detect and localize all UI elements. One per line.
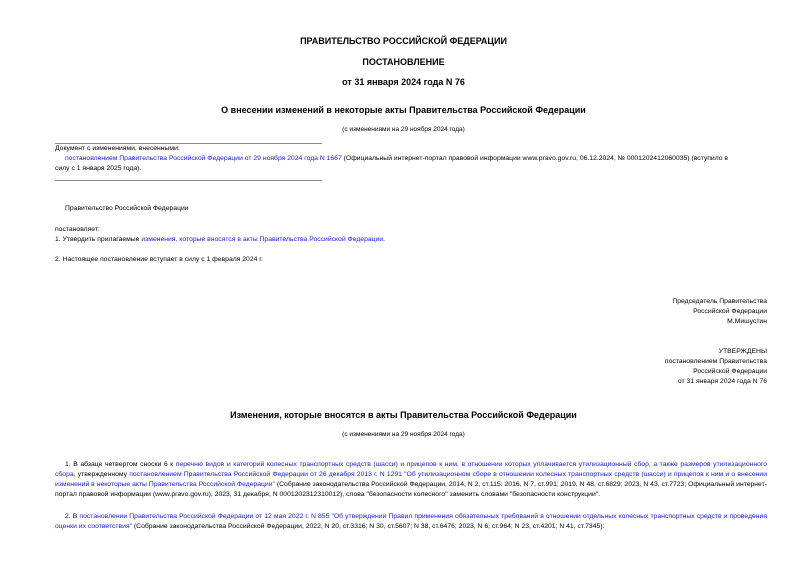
issuer-text: Правительство Российской Федерации — [65, 205, 189, 212]
approved-line-2: постановлением Правительства — [664, 358, 767, 365]
decree-855-link[interactable]: постановлении Правительства Российской Федерации от 12 мая 2022 г. N 855 "Об утверждении Правил применения обязательных требований в отношении отдельных колесных транспортных средств и проведения оценки их соответствия" — [55, 513, 767, 530]
p2-text-b: (Собрание законодательства Российской Федерации, 2022, N 20, ст.3316; N 30, ст.5607; N 38, ст.6476; 2023, N 6, ст.964; N 23, ст.4201; N 41, ст.7345): — [132, 523, 605, 530]
p1-text-c: (Собрание законодательства Российской Федерации, 2014, N 2, ст.115; 2016, N 7, ст.991; 2019, N 48, ст.6829; 2023, N 43, ст.7723; Официальный интернет-портал правовой информации (www.pravo.gov.ru), 2023, 31 декабря, N 0001202312310012), слова "безопасности колесного" заменить словами "безопасности конструкции". — [55, 481, 767, 498]
appendix-title: Изменения, которые вносятся в акты Правительства Российской Федерации — [230, 410, 577, 420]
document-date-number: от 31 января 2024 года N 76 — [342, 77, 465, 87]
appendix-edition-note: (с изменениями на 29 ноября 2024 года) — [342, 431, 465, 438]
document-title: О внесении изменений в некоторые акты Правительства Российской Федерации — [221, 105, 586, 115]
approved-changes-link[interactable]: изменения, которые вносятся в акты Правительства Российской Федерации — [141, 236, 384, 243]
p1-text-a: 1. В абзаце четвертом сноски 6 к — [65, 461, 176, 468]
edition-note: (с изменениями на 29 ноября 2024 года) — [342, 126, 465, 133]
bottom-divider — [55, 180, 322, 181]
approved-heading: УТВЕРЖДЕНЫ — [718, 348, 767, 355]
decree-text: постановляет: — [55, 226, 100, 233]
item-2: 2. Настоящее постановление вступает в силу с 1 февраля 2024 г. — [55, 256, 263, 263]
appendix-paragraph-2 — [55, 512, 767, 532]
p1-text-b: , утвержденному — [73, 471, 130, 478]
changes-intro: Документ с изменениями, внесенными: — [55, 145, 180, 152]
item-1-prefix: 1. Утвердить прилагаемые — [55, 236, 142, 243]
p2-text-a: 2. В — [65, 513, 80, 520]
appendix-paragraph-1 — [55, 460, 767, 500]
item-1-suffix: . — [383, 236, 386, 243]
signature-org: Российской Федерации — [693, 308, 767, 315]
approved-line-3: Российской Федерации — [693, 368, 767, 375]
changes-line-1-rest: (Официальный интернет-портал правовой информации www.pravo.gov.ru, 06.12.2024, № 0001202412060035) (вступило в — [341, 155, 729, 162]
document-type: ПОСТАНОВЛЕНИЕ — [362, 57, 445, 67]
amending-decree-link[interactable]: постановлением Правительства Российской Федерации от 29 ноября 2024 года N 1667 — [65, 155, 342, 162]
top-divider — [55, 143, 322, 144]
changes-line-2: силу с 1 января 2025 года). — [55, 165, 142, 172]
signature-name: М.Мишустин — [727, 318, 767, 325]
item-1 — [55, 236, 385, 243]
signature-title: Председатель Правительства — [672, 298, 767, 305]
approved-line-4: от 31 января 2024 года N 76 — [677, 378, 767, 385]
changes-line-1 — [65, 155, 728, 162]
government-header: ПРАВИТЕЛЬСТВО РОССИЙСКОЙ ФЕДЕРАЦИИ — [300, 36, 507, 46]
decree-1291-link[interactable]: постановлением Правительства Российской Федерации от 26 декабря 2013 г. N 1291 "Об утилизационном сборе в отношении колесных транспортных средств (шасси) и прицепов к ним и о внесении изменений в некоторые акты Правительства Российской Федерации" — [55, 471, 768, 488]
vehicle-categories-list-link[interactable]: перечню видов и категорий колесных транспортных средств (шасси) и прицепов к ним, в отношении которых уплачивается утилизационный сбор, а также размеров утилизационного сбора — [55, 461, 768, 478]
